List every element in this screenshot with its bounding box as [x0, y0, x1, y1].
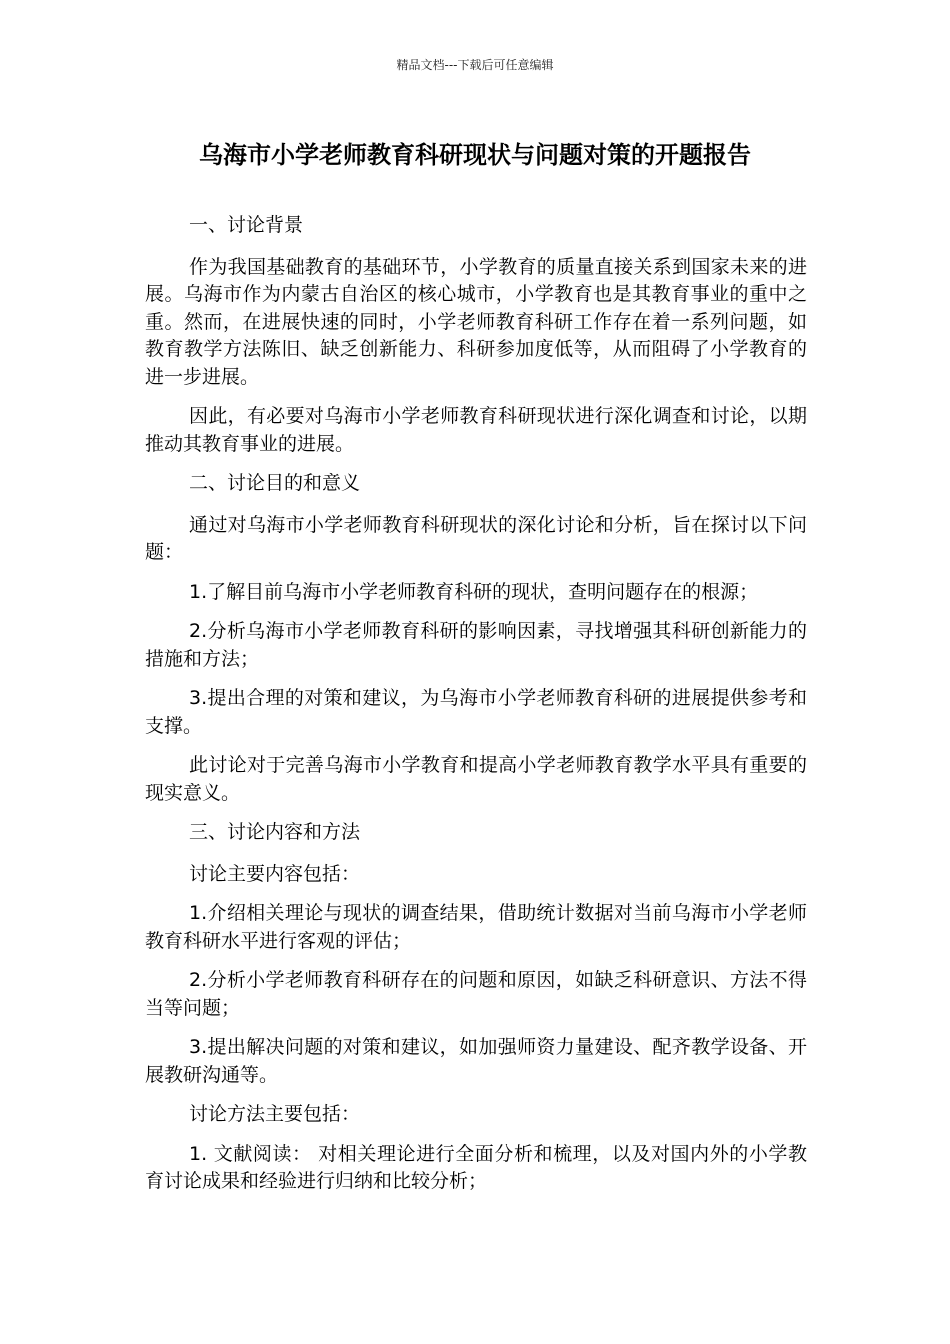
paragraph: 讨论主要内容包括： — [189, 862, 361, 885]
list-item: 2.分析小学老师教育科研存在的问题和原因，如缺乏科研意识、方法不得当等问题； — [145, 969, 807, 1019]
document-title: 乌海市小学老师教育科研现状与问题对策的开题报告 — [199, 141, 751, 169]
list-item: 1. 文献阅读： 对相关理论进行全面分析和梳理，以及对国内外的小学教育讨论成果和经验进行归纳和比较分析； — [145, 1142, 807, 1192]
paragraph: 通过对乌海市小学老师教育科研现状的深化讨论和分析，旨在探讨以下问题： — [145, 513, 807, 563]
paragraph: 此讨论对于完善乌海市小学教育和提高小学老师教育教学水平具有重要的现实意义。 — [145, 754, 807, 804]
list-item: 3.提出合理的对策和建议，为乌海市小学老师教育科研的进展提供参考和支撑。 — [145, 687, 807, 737]
section-heading-purpose: 二、讨论目的和意义 — [189, 472, 361, 494]
section-heading-content-methods: 三、讨论内容和方法 — [189, 821, 361, 843]
document-body — [145, 212, 807, 1208]
list-item: 3.提出解决问题的对策和建议，如加强师资力量建设、配齐教学设备、开展教研沟通等。 — [145, 1036, 807, 1086]
list-item: 2.分析乌海市小学老师教育科研的影响因素，寻找增强其科研创新能力的措施和方法； — [145, 620, 807, 670]
paragraph: 作为我国基础教育的基础环节，小学教育的质量直接关系到国家未来的进展。乌海市作为内蒙古自治区的核心城市，小学教育也是其教育事业的重中之重。然而，在进展快速的同时，小学老师教育科研工作存在着一系列问题，如教育教学方法陈旧、缺乏创新能力、科研参加度低等，从而阻碍了小学教育的进一步进展。 — [145, 255, 807, 388]
paragraph: 讨论方法主要包括： — [189, 1103, 361, 1125]
paragraph: 因此，有必要对乌海市小学老师教育科研现状进行深化调查和讨论，以期推动其教育事业的进展。 — [145, 405, 807, 455]
section-heading-background: 一、讨论背景 — [189, 214, 304, 236]
list-item: 1.了解目前乌海市小学老师教育科研的现状，查明问题存在的根源； — [189, 580, 759, 603]
header-note: 精品文档---下载后可任意编辑 — [396, 58, 554, 72]
list-item: 1.介绍相关理论与现状的调查结果，借助统计数据对当前乌海市小学老师教育科研水平进行客观的评估； — [145, 902, 807, 952]
